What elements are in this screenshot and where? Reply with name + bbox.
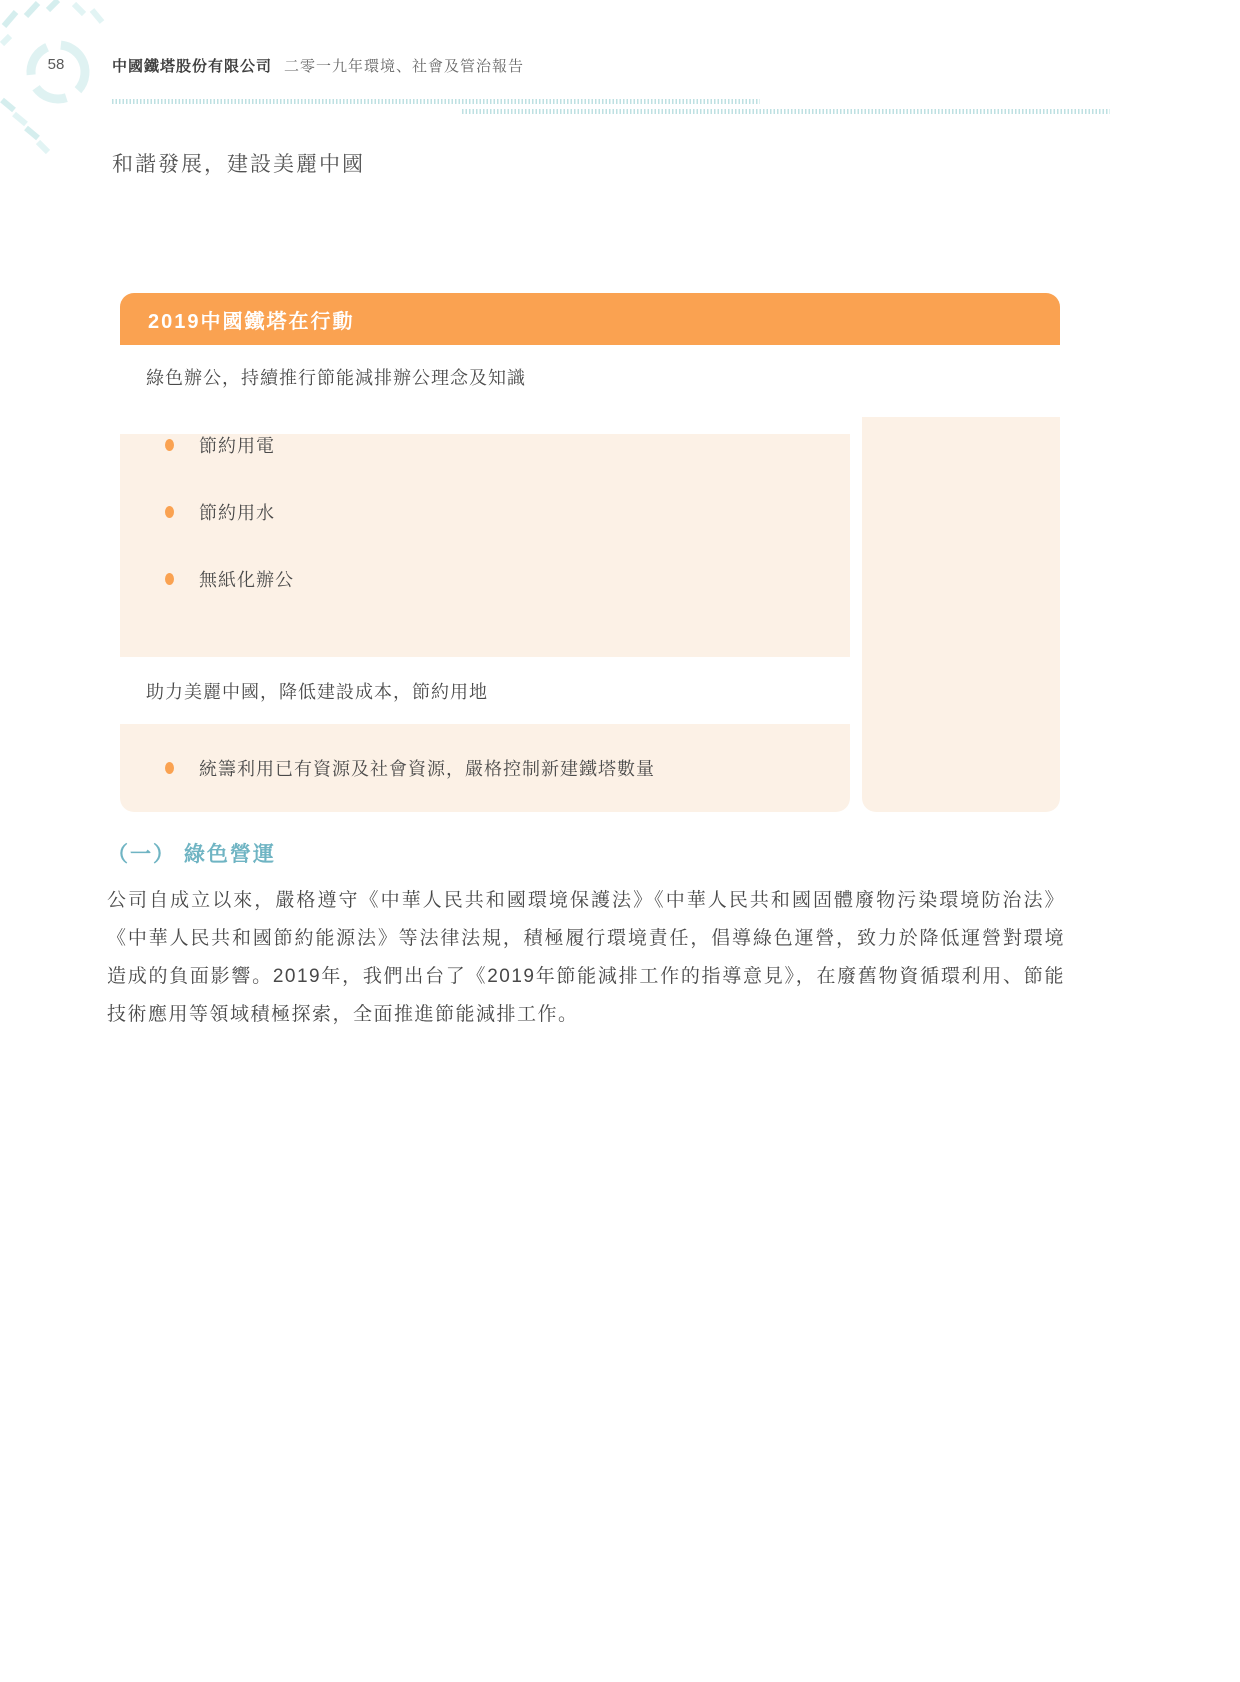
action-card-title: 2019中國鐵塔在行動 [148, 310, 355, 333]
bullet-box-green-office [120, 434, 850, 657]
bullet-label: 無紙化辦公 [199, 570, 294, 590]
bullet-dot-icon [165, 439, 174, 451]
list-item [120, 501, 850, 523]
action-card-header [120, 293, 1060, 345]
green-operations-section [107, 838, 1065, 1034]
bullet-dot-icon [165, 506, 174, 518]
bullet-label: 節約用電 [199, 436, 275, 456]
document-header [112, 55, 524, 76]
dotted-separator-bottom [462, 109, 1110, 114]
action-main-column [120, 417, 850, 812]
bullet-dot-icon [165, 573, 174, 585]
action-intro-green-office: 綠色辦公，持續推行節能減排辦公理念及知識 [146, 368, 526, 388]
list-item [120, 757, 850, 779]
chapter-title: 和諧發展，建設美麗中國 [112, 153, 365, 176]
action-card [120, 293, 1060, 812]
page-number: 58 [47, 56, 65, 73]
bullet-box-resources [120, 724, 850, 812]
tower-logo-icon [0, 0, 140, 160]
bullet-dot-icon [165, 762, 174, 774]
list-item [120, 568, 850, 590]
dotted-separator-top [112, 99, 760, 104]
corner-logo-decoration [0, 0, 140, 160]
action-side-panel [862, 417, 1060, 812]
bullet-label: 節約用水 [199, 503, 275, 523]
action-card-body [120, 417, 1060, 812]
report-title: 二零一九年環境、社會及管治報告 [284, 58, 525, 75]
green-operations-paragraph: 公司自成立以來，嚴格遵守《中華人民共和國環境保護法》《中華人民共和國固體廢物污染環境防治法》《中華人民共和國節約能源法》等法律法規，積極履行環境責任，倡導綠色運營，致力於降低運營對環境造成的負面影響。2019年，我們出台了《2019年節能減排工作的指導意見》，在廢舊物資循環利用、節能技術應用等領域積極探索，全面推進節能減排工作。 [107, 890, 1065, 1025]
company-name: 中國鐵塔股份有限公司 [112, 58, 273, 75]
bullet-label: 統籌利用已有資源及社會資源，嚴格控制新建鐵塔數量 [199, 759, 655, 779]
list-item [120, 434, 850, 456]
action-intro-beautiful-china: 助力美麗中國，降低建設成本，節約用地 [146, 681, 488, 702]
green-operations-heading: （一） 綠色營運 [107, 843, 276, 866]
